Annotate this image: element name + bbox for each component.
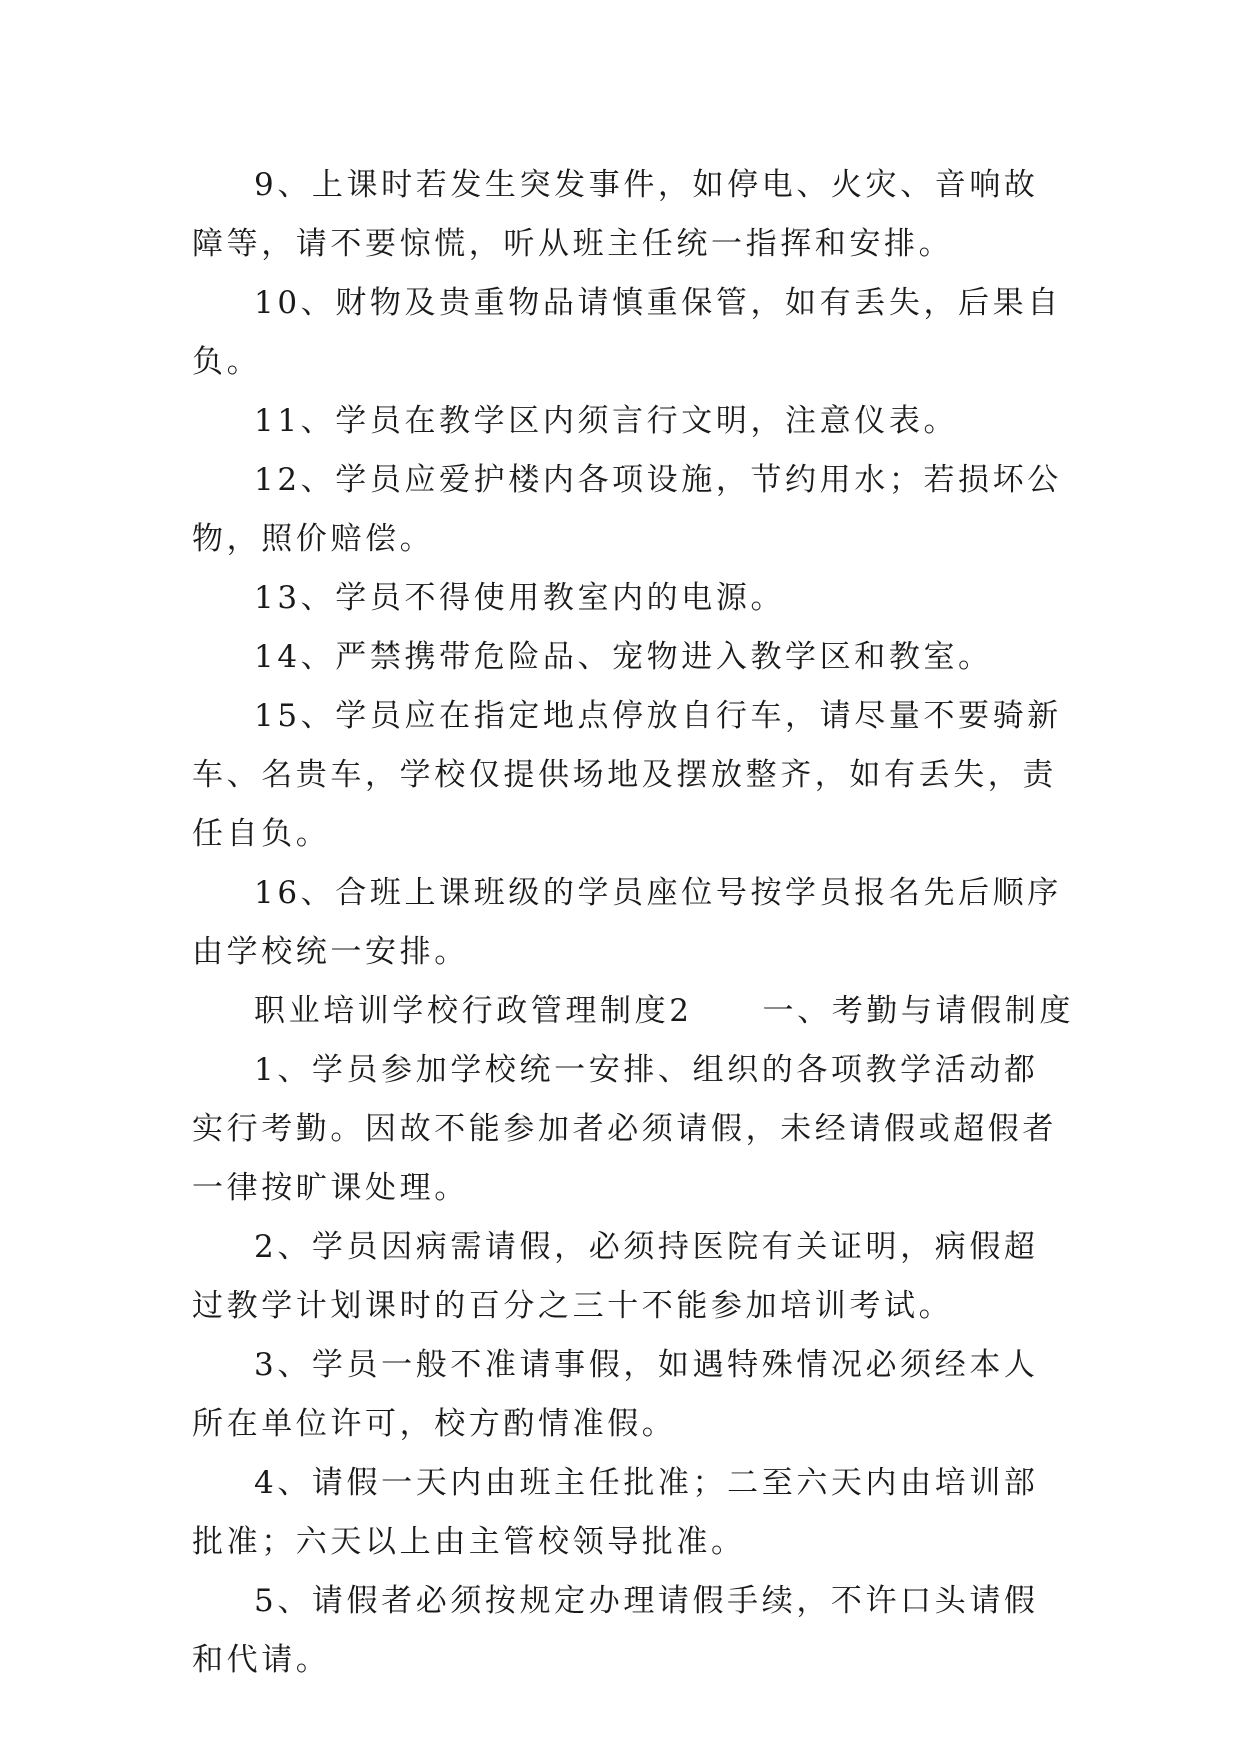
rule-paragraph-11: 11、学员在教学区内须言行文明，注意仪表。	[254, 403, 959, 439]
section-title: 职业培训学校行政管理制度2	[254, 993, 693, 1029]
section-subtitle: 一、考勤与请假制度	[762, 993, 1074, 1029]
leave-paragraph-1: 1、学员参加学校统一安排、组织的各项教学活动都实行考勤。因故不能参加者必须请假，未经请假或超假者一律按旷课处理。	[192, 1052, 1057, 1206]
rule-paragraph-14: 14、严禁携带危险品、宠物进入教学区和教室。	[254, 639, 993, 675]
leave-paragraph-2: 2、学员因病需请假，必须持医院有关证明，病假超过教学计划课时的百分之三十不能参加培训考试。	[192, 1229, 1039, 1324]
rule-paragraph-15: 15、学员应在指定地点停放自行车，请尽量不要骑新车、名贵车，学校仅提供场地及摆放整齐，如有丢失，责任自负。	[192, 698, 1062, 852]
rule-paragraph-16: 16、合班上课班级的学员座位号按学员报名先后顺序由学校统一安排。	[192, 875, 1062, 970]
rule-paragraph-10: 10、财物及贵重物品请慎重保管，如有丢失，后果自负。	[192, 285, 1062, 380]
leave-paragraph-4: 4、请假一天内由班主任批准；二至六天内由培训部批准；六天以上由主管校领导批准。	[192, 1465, 1039, 1560]
leave-paragraph-5: 5、请假者必须按规定办理请假手续，不许口头请假和代请。	[192, 1583, 1039, 1678]
rule-paragraph-9: 9、上课时若发生突发事件，如停电、火灾、音响故障等，请不要惊慌，听从班主任统一指挥和安排。	[192, 167, 1039, 262]
section-heading	[192, 982, 1072, 1041]
rule-paragraph-13: 13、学员不得使用教室内的电源。	[254, 580, 786, 616]
document-body	[192, 156, 1072, 1690]
leave-paragraph-3: 3、学员一般不准请事假，如遇特殊情况必须经本人所在单位许可，校方酌情准假。	[192, 1347, 1039, 1442]
rule-paragraph-12: 12、学员应爱护楼内各项设施，节约用水；若损坏公物，照价赔偿。	[192, 462, 1062, 557]
